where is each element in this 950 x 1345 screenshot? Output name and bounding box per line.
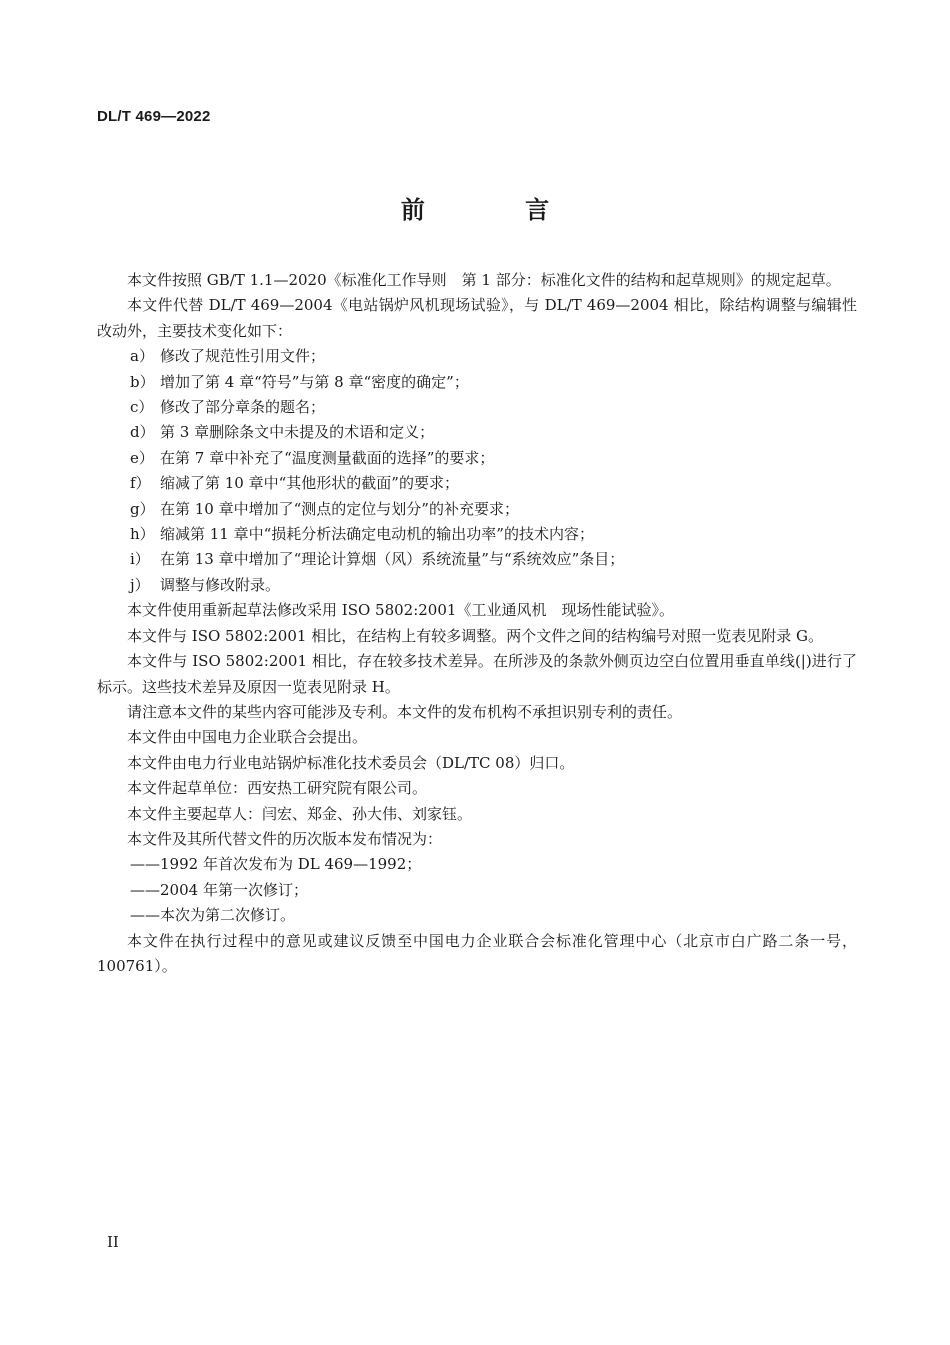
list-item-text: 在第 10 章中增加了“测点的定位与划分”的补充要求；	[160, 499, 519, 518]
paragraph-patent-notice: 请注意本文件的某些内容可能涉及专利。本文件的发布机构不承担识别专利的责任。	[127, 702, 683, 721]
paragraph-technical-diff: 本文件与 ISO 5802:2001 相比，存在较多技术差异。在所涉及的条款外侧页边空白位置用垂直单线(|)进行了标示。这些技术差异及原因一览表见附录 H。	[97, 652, 857, 696]
list-item	[97, 522, 857, 547]
list-item	[97, 547, 857, 572]
list-item	[97, 471, 857, 496]
list-marker: c）	[130, 398, 154, 417]
history-item: ——1992 年首次发布为 DL 469—1992；	[130, 855, 422, 874]
list-item-text: 修改了规范性引用文件；	[160, 347, 326, 366]
list-item	[97, 395, 857, 420]
list-marker: b）	[130, 372, 155, 391]
foreword-body	[97, 268, 857, 979]
paragraph-drafters: 本文件主要起草人：闫宏、郑金、孙大伟、刘家钰。	[127, 804, 473, 823]
list-marker: i）	[130, 550, 150, 569]
list-marker: j）	[130, 575, 150, 594]
history-item: ——本次为第二次修订。	[130, 906, 296, 925]
list-marker: e）	[130, 448, 154, 467]
paragraph-drafting-rules: 本文件按照 GB/T 1.1—2020《标准化工作导则 第 1 部分：标准化文件的结构和起草规则》的规定起草。	[127, 271, 841, 289]
page-number: II	[107, 1233, 119, 1251]
paragraph-drafting-unit: 本文件起草单位：西安热工研究院有限公司。	[127, 779, 428, 798]
list-item	[97, 370, 857, 395]
list-item-text: 在第 7 章中补充了“温度测量截面的选择”的要求；	[160, 448, 495, 467]
list-marker: d）	[130, 423, 155, 442]
list-marker: f）	[130, 474, 151, 493]
list-item-text: 在第 13 章中增加了“理论计算烟（风）系统流量”与“系统效应”条目；	[160, 550, 625, 569]
list-marker: g）	[130, 499, 155, 518]
list-item	[97, 497, 857, 522]
list-item-text: 调整与修改附录。	[160, 575, 281, 594]
paragraph-replacement: 本文件代替 DL/T 469—2004《电站锅炉风机现场试验》，与 DL/T 469—2004 相比，除结构调整与编辑性改动外，主要技术变化如下：	[97, 296, 857, 340]
list-item	[97, 420, 857, 445]
paragraph-structure-diff: 本文件与 ISO 5802:2001 相比，在结构上有较多调整。两个文件之间的结构编号对照一览表见附录 G。	[127, 626, 823, 645]
paragraph-feedback: 本文件在执行过程中的意见或建议反馈至中国电力企业联合会标准化管理中心（北京市白广路二条一号，100761）。	[97, 931, 857, 975]
history-item: ——2004 年第一次修订；	[130, 880, 308, 899]
list-item-text: 增加了第 4 章“符号”与第 8 章“密度的确定”；	[160, 372, 469, 391]
list-item	[97, 344, 857, 369]
list-item-text: 修改了部分章条的题名；	[160, 398, 326, 417]
list-marker: h）	[130, 525, 155, 544]
list-item-text: 缩减第 11 章中“损耗分析法确定电动机的输出功率”的技术内容；	[160, 525, 594, 544]
paragraph-adoption: 本文件使用重新起草法修改采用 ISO 5802:2001《工业通风机 现场性能试验》。	[127, 601, 674, 620]
paragraph-history-intro: 本文件及其所代替文件的历次版本发布情况为：	[127, 829, 443, 848]
list-item	[97, 446, 857, 471]
list-item-text: 缩减了第 10 章中“其他形状的截面”的要求；	[160, 474, 459, 493]
paragraph-proposer: 本文件由中国电力企业联合会提出。	[127, 728, 368, 747]
changes-list	[97, 344, 857, 598]
list-item-text: 第 3 章删除条文中未提及的术语和定义；	[160, 423, 435, 442]
list-item	[97, 573, 857, 598]
paragraph-committee: 本文件由电力行业电站锅炉标准化技术委员会（DL/TC 08）归口。	[127, 753, 575, 772]
document-code: DL/T 469—2022	[97, 108, 211, 125]
page-title: 前 言	[400, 196, 596, 224]
list-marker: a）	[130, 347, 154, 366]
